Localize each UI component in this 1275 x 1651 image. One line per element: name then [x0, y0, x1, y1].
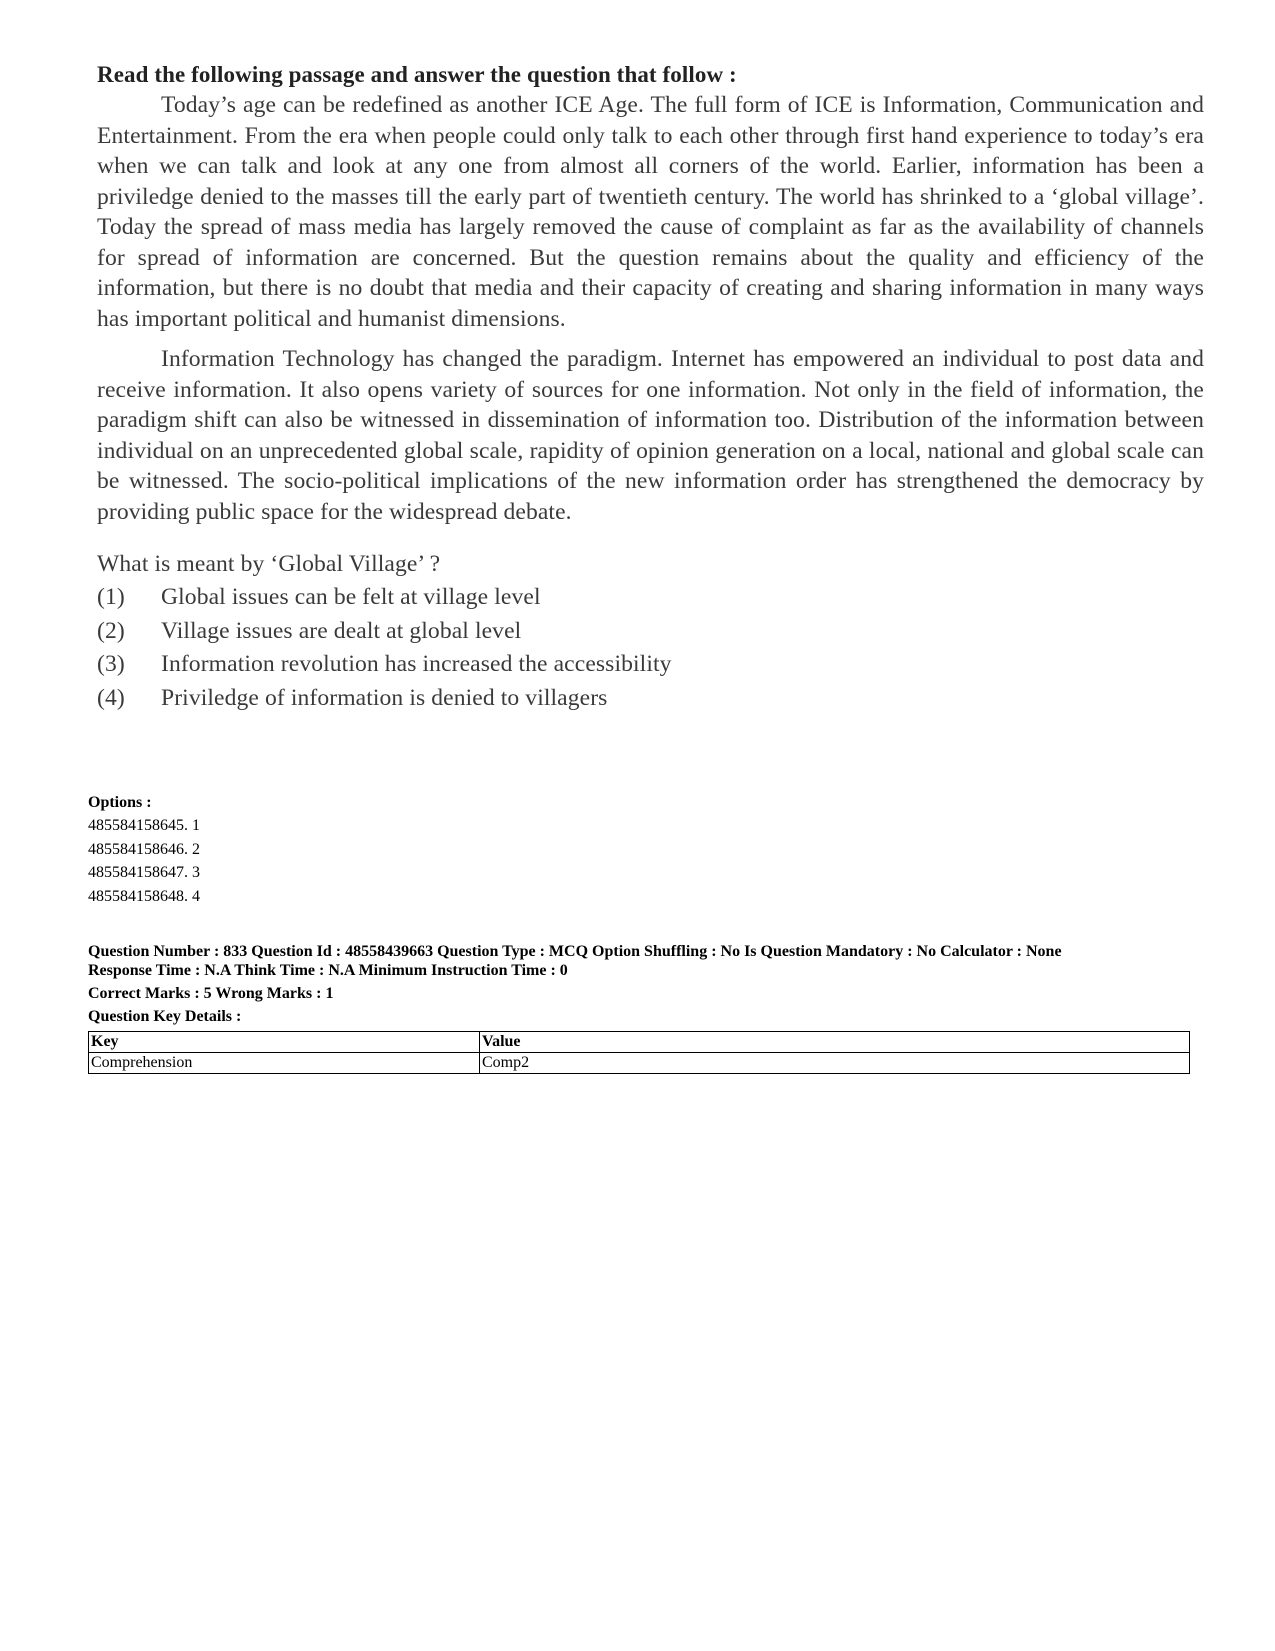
question-metadata — [88, 792, 1198, 1074]
choice-text: Village issues are dealt at global level — [161, 617, 522, 644]
choice-text: Information revolution has increased the accessibility — [161, 651, 672, 677]
option-item: 485584158646. 2 — [88, 840, 200, 858]
table-header-key: Key — [89, 1032, 480, 1053]
choice-number: (3) — [97, 651, 125, 677]
table-cell-value: Comp2 — [480, 1053, 1190, 1074]
table-cell-key: Comprehension — [89, 1053, 480, 1074]
option-item: 485584158648. 4 — [88, 887, 200, 905]
option-item: 485584158645. 1 — [88, 817, 200, 834]
marks-info: Correct Marks : 5 Wrong Marks : 1 — [88, 985, 334, 1002]
table-header-value: Value — [480, 1032, 1190, 1053]
choice-text: Priviledge of information is denied to villagers — [161, 684, 608, 711]
choice-item — [97, 615, 1204, 649]
passage-paragraph-1: Today’s age can be redefined as another ICE Age. The full form of ICE is Information, Communication and Entertainment. From the era when people could only talk to each other through first hand experience to today’s era when we can talk and look at any one from almost all corners of the world. Earlier, information has been a priviledge denied to the masses till the early part of twentieth century. The world has shrinked to a ‘global village’. Today the spread of mass media has largely removed the cause of complaint as far as the availability of channels for spread of information are concerned. But the question remains about the quality and efficiency of the information, but there is no doubt that media and their capacity of creating and sharing information in many ways has important political and humanist dimensions. — [97, 92, 1204, 332]
choice-item — [97, 581, 1204, 615]
table-row — [89, 1053, 1190, 1074]
choice-item — [97, 682, 1204, 716]
choice-list — [97, 581, 1204, 715]
passage-heading: Read the following passage and answer the question that follow : — [97, 62, 737, 87]
question-text: What is meant by ‘Global Village’ ? — [97, 551, 441, 577]
key-details-label: Question Key Details : — [88, 1008, 242, 1025]
choice-number: (4) — [97, 684, 125, 711]
choice-number: (2) — [97, 617, 125, 644]
key-details-table — [88, 1031, 1190, 1074]
table-header-row — [89, 1032, 1190, 1053]
passage-scan — [97, 60, 1204, 715]
choice-item — [97, 648, 1204, 682]
question-info — [88, 942, 1198, 980]
choice-text: Global issues can be felt at village level — [161, 584, 541, 610]
option-item: 485584158647. 3 — [88, 864, 200, 881]
question-info-line-2: Response Time : N.A Think Time : N.A Minimum Instruction Time : 0 — [88, 962, 568, 979]
passage-paragraph-2: Information Technology has changed the paradigm. Internet has empowered an individual to post data and receive information. It also opens variety of sources for one information. Not only in the field of information, the paradigm shift can also be witnessed in dissemination of information too. Distribution of the information between individual on an unprecedented global scale, rapidity of opinion generation on a local, national and global scale can be witnessed. The socio-political implications of the new information order has strengthened the democracy by providing public space for the widespread debate. — [97, 346, 1204, 525]
choice-number: (1) — [97, 584, 125, 610]
options-label: Options : — [88, 794, 152, 811]
question-info-line-1: Question Number : 833 Question Id : 48558439663 Question Type : MCQ Option Shuffling : No Is Question Mandatory : No Calculator : None — [88, 943, 1062, 960]
